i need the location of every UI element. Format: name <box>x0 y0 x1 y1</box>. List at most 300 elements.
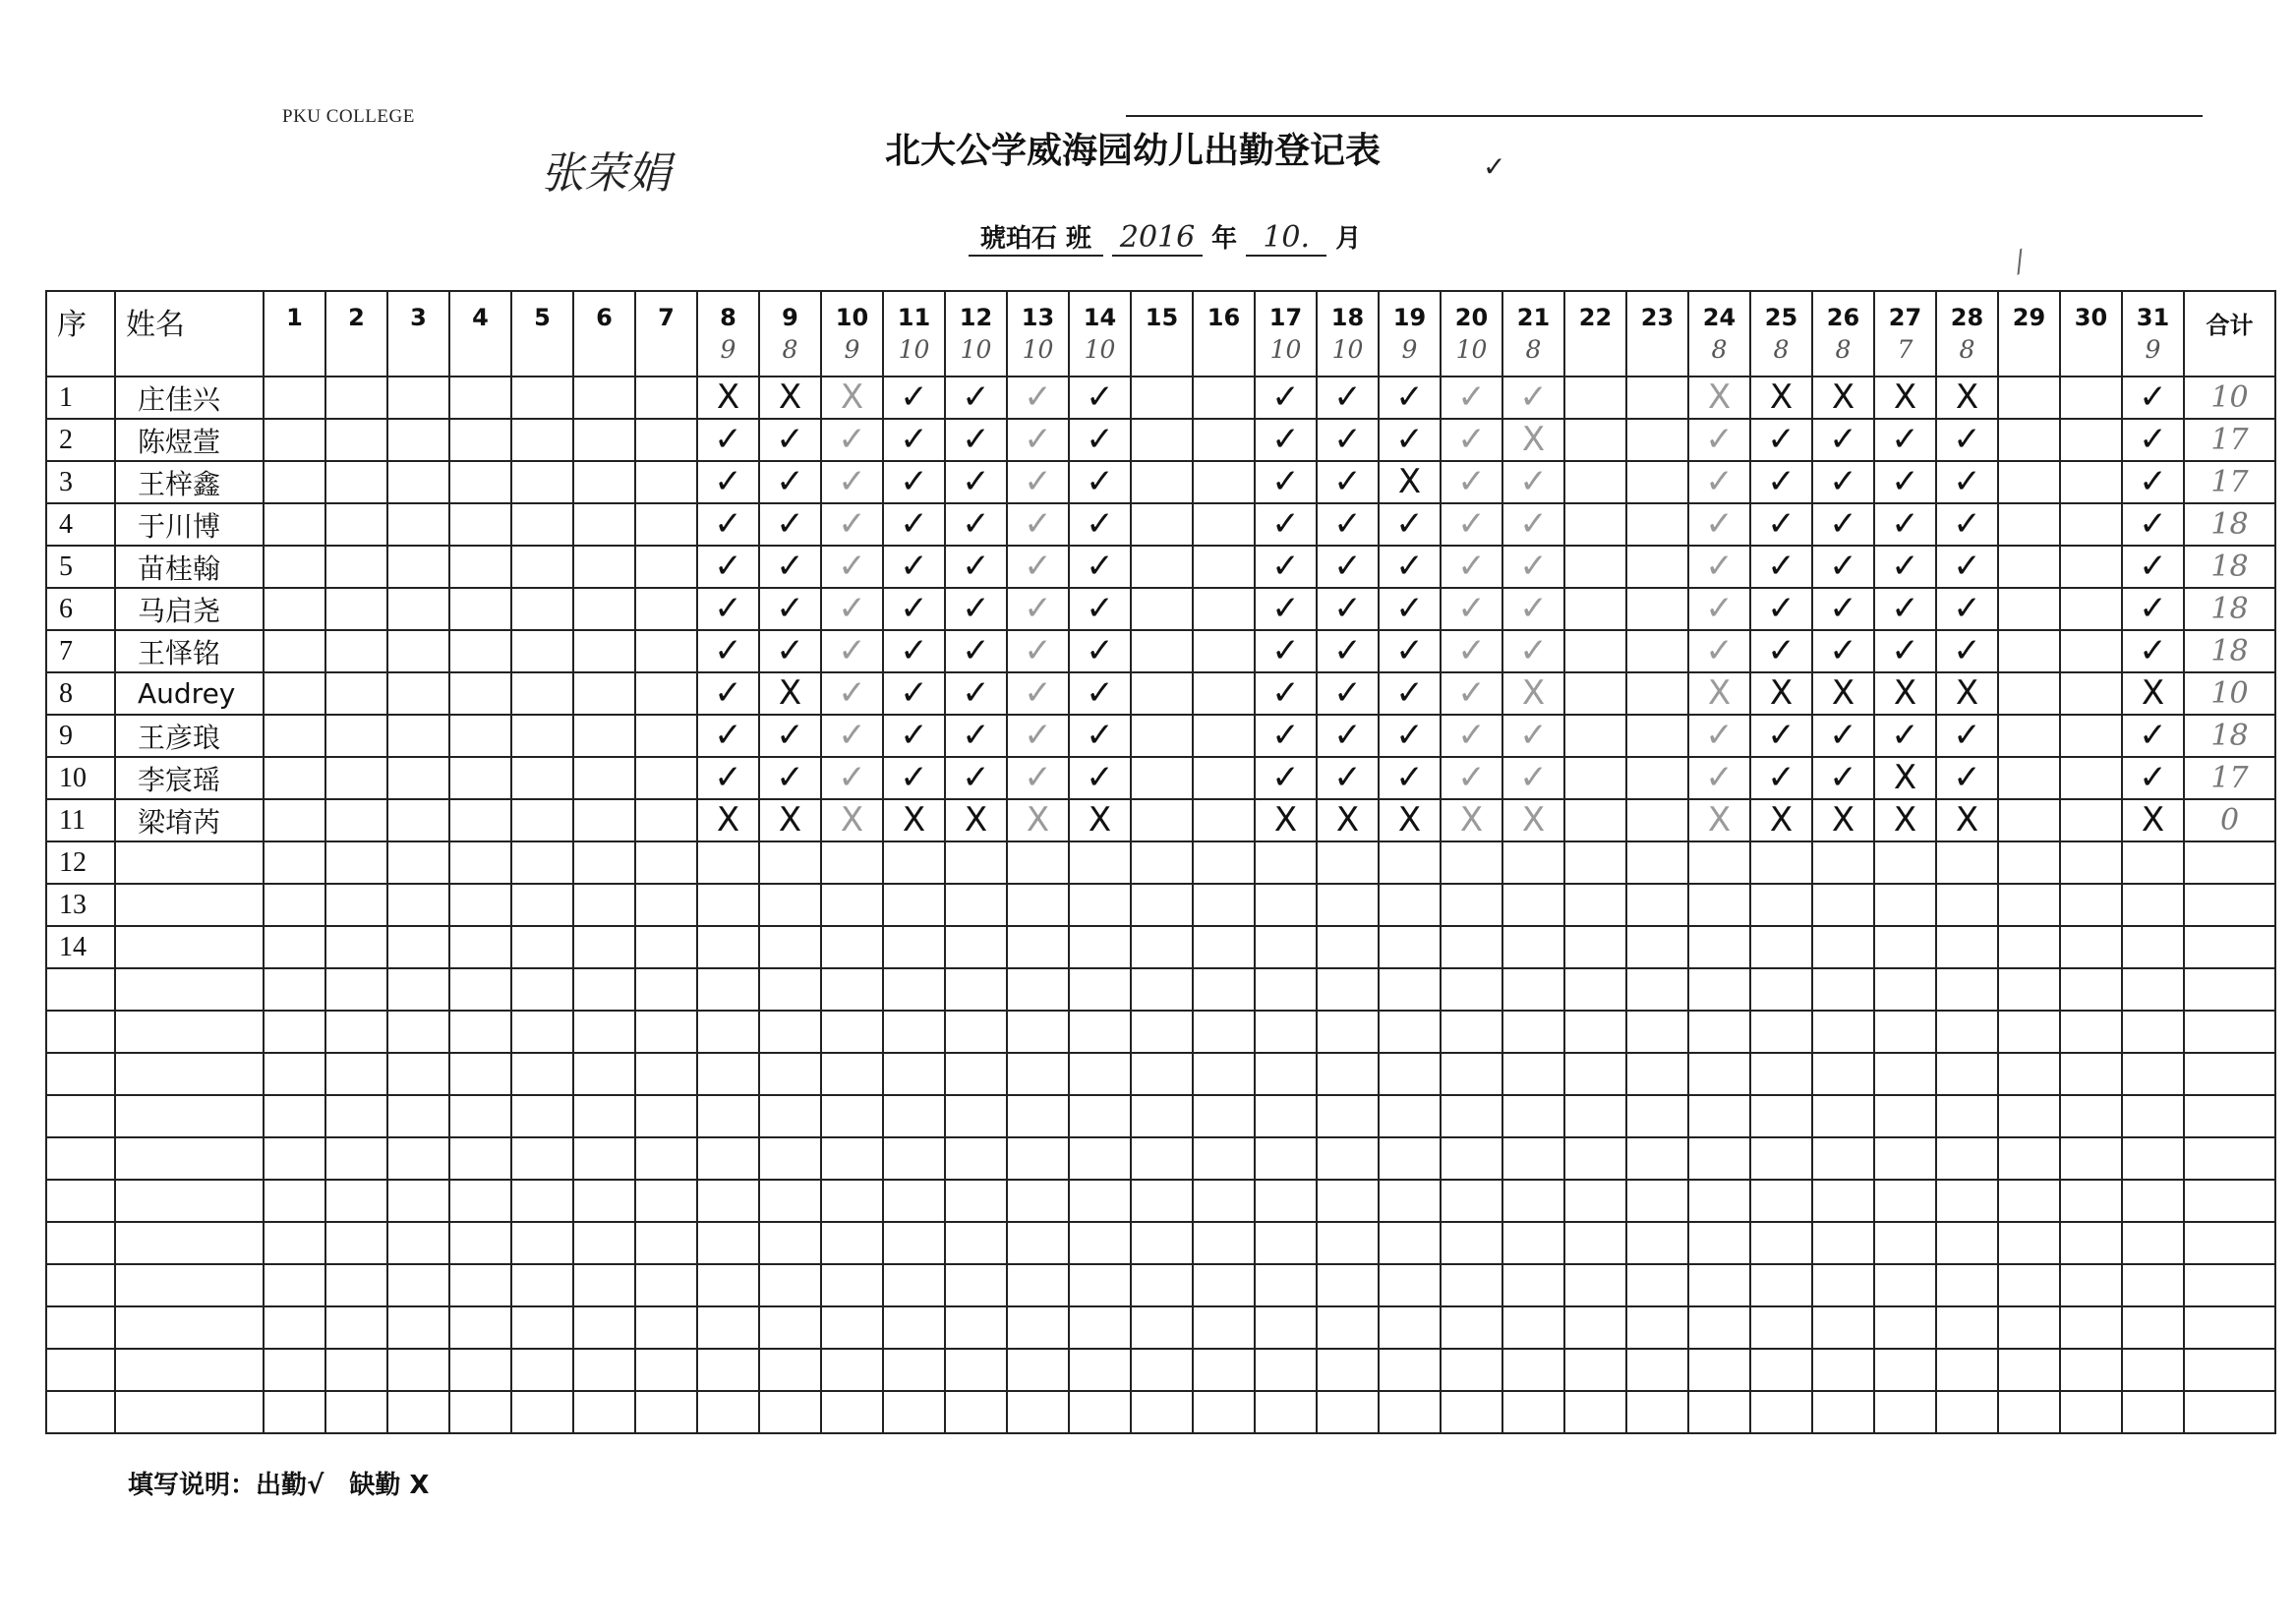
name-cell <box>115 1222 264 1264</box>
attendance-cell <box>1317 461 1379 503</box>
present-mark: ✓ <box>1271 673 1300 713</box>
attendance-cell <box>1626 715 1688 757</box>
table-row <box>46 377 2275 419</box>
day-number: 28 <box>1950 304 1984 331</box>
attendance-cell <box>697 1180 759 1222</box>
attendance-cell <box>1998 757 2060 799</box>
name-cell <box>115 1349 264 1391</box>
present-mark: ✓ <box>1333 673 1362 713</box>
attendance-cell <box>1069 1391 1131 1433</box>
attendance-cell <box>1007 1306 1069 1349</box>
present-mark: ✓ <box>900 462 928 501</box>
row-total: 18 <box>2210 634 2249 668</box>
day-header-cell <box>1688 291 1750 377</box>
attendance-cell <box>1564 926 1626 968</box>
attendance-cell <box>325 926 387 968</box>
attendance-cell <box>1069 503 1131 546</box>
attendance-cell <box>1812 1011 1874 1053</box>
day-number: 1 <box>286 304 303 331</box>
attendance-cell <box>1750 1053 1812 1095</box>
attendance-cell <box>945 1053 1007 1095</box>
attendance-cell <box>511 1349 573 1391</box>
attendance-cell <box>945 377 1007 419</box>
present-mark: ✓ <box>2139 377 2167 417</box>
attendance-cell <box>511 1053 573 1095</box>
present-mark: ✓ <box>1086 377 1114 417</box>
attendance-cell <box>1626 1306 1688 1349</box>
attendance-cell <box>1812 546 1874 588</box>
absent-mark: X <box>1459 800 1484 840</box>
attendance-cell <box>1936 588 1998 630</box>
attendance-cell <box>264 588 325 630</box>
present-mark: ✓ <box>1891 716 1919 755</box>
present-mark: ✓ <box>776 462 804 501</box>
present-mark: ✓ <box>714 547 742 586</box>
attendance-cell <box>945 1222 1007 1264</box>
day-number: 13 <box>1021 304 1055 331</box>
row-total: 17 <box>2210 761 2249 795</box>
attendance-cell <box>2122 968 2184 1011</box>
absent-mark: X <box>902 800 926 840</box>
attendance-cell <box>2122 461 2184 503</box>
attendance-cell <box>387 1222 449 1264</box>
attendance-cell <box>1007 968 1069 1011</box>
attendance-cell <box>1998 1222 2060 1264</box>
table-row <box>46 419 2275 461</box>
attendance-cell <box>1502 1391 1564 1433</box>
attendance-cell <box>945 1011 1007 1053</box>
present-mark: ✓ <box>776 631 804 670</box>
absent-mark: X <box>1893 673 1917 713</box>
attendance-cell <box>945 461 1007 503</box>
attendance-cell <box>264 757 325 799</box>
child-name: 陈煜萱 <box>138 425 221 458</box>
attendance-cell <box>1255 630 1317 672</box>
absent-mark: X <box>1955 377 1979 417</box>
attendance-cell <box>2060 1180 2122 1222</box>
attendance-cell <box>1007 1180 1069 1222</box>
attendance-cell <box>697 841 759 884</box>
row-seq: 13 <box>59 889 87 920</box>
present-mark: ✓ <box>1767 420 1796 459</box>
present-mark: ✓ <box>1829 462 1857 501</box>
attendance-cell <box>697 419 759 461</box>
attendance-cell <box>1936 461 1998 503</box>
attendance-cell <box>1626 1391 1688 1433</box>
attendance-cell <box>821 672 883 715</box>
day-header-cell <box>573 291 635 377</box>
total-cell <box>2184 1137 2275 1180</box>
row-seq: 14 <box>59 931 87 962</box>
present-mark: ✓ <box>1705 462 1734 501</box>
attendance-cell <box>449 1095 511 1137</box>
present-mark: ✓ <box>1519 504 1548 544</box>
attendance-cell <box>2122 588 2184 630</box>
present-mark: ✓ <box>1891 504 1919 544</box>
row-seq: 6 <box>59 593 73 624</box>
attendance-cell <box>821 1180 883 1222</box>
day-number: 7 <box>658 304 675 331</box>
present-mark: ✓ <box>1024 377 1052 417</box>
attendance-cell <box>1874 1011 1936 1053</box>
attendance-cell <box>1626 1349 1688 1391</box>
attendance-cell <box>635 884 697 926</box>
attendance-cell <box>1936 1306 1998 1349</box>
attendance-cell <box>1812 588 1874 630</box>
attendance-cell <box>635 1391 697 1433</box>
name-cell <box>115 926 264 968</box>
attendance-cell <box>449 377 511 419</box>
child-name: 梁堉芮 <box>138 805 221 839</box>
absent-mark: X <box>1893 377 1917 417</box>
attendance-cell <box>1750 461 1812 503</box>
attendance-cell <box>1998 419 2060 461</box>
present-mark: ✓ <box>962 420 990 459</box>
attendance-cell <box>1750 1095 1812 1137</box>
attendance-cell <box>883 461 945 503</box>
attendance-cell <box>325 503 387 546</box>
attendance-cell <box>387 968 449 1011</box>
attendance-cell <box>1379 715 1441 757</box>
attendance-cell <box>1441 715 1502 757</box>
attendance-cell <box>2060 1391 2122 1433</box>
present-mark: ✓ <box>714 462 742 501</box>
absent-mark: X <box>1521 800 1546 840</box>
attendance-cell <box>1626 1137 1688 1180</box>
attendance-cell <box>1193 1349 1255 1391</box>
attendance-cell <box>387 1011 449 1053</box>
attendance-cell <box>2060 461 2122 503</box>
attendance-cell <box>697 1349 759 1391</box>
attendance-cell <box>1255 419 1317 461</box>
attendance-cell <box>2060 968 2122 1011</box>
present-mark: ✓ <box>1024 547 1052 586</box>
attendance-cell <box>1069 1180 1131 1222</box>
present-mark: ✓ <box>1457 589 1486 628</box>
name-cell <box>115 419 264 461</box>
attendance-cell <box>1998 1137 2060 1180</box>
attendance-cell <box>1317 926 1379 968</box>
attendance-cell <box>1379 799 1441 841</box>
present-mark: ✓ <box>2139 504 2167 544</box>
attendance-cell <box>1936 884 1998 926</box>
attendance-cell <box>325 672 387 715</box>
attendance-cell <box>1564 757 1626 799</box>
attendance-cell <box>1069 461 1131 503</box>
attendance-cell <box>883 630 945 672</box>
attendance-cell <box>573 1137 635 1180</box>
day-header-cell <box>1626 291 1688 377</box>
attendance-cell <box>511 672 573 715</box>
present-mark: ✓ <box>1705 504 1734 544</box>
present-mark: ✓ <box>1705 547 1734 586</box>
attendance-cell <box>325 968 387 1011</box>
present-mark: ✓ <box>1024 589 1052 628</box>
attendance-cell <box>1255 461 1317 503</box>
attendance-cell <box>1069 1349 1131 1391</box>
attendance-cell <box>1998 503 2060 546</box>
total-cell <box>2184 799 2275 841</box>
total-cell <box>2184 503 2275 546</box>
attendance-cell <box>325 630 387 672</box>
present-mark: ✓ <box>1271 758 1300 797</box>
seq-cell <box>46 884 115 926</box>
attendance-cell <box>1317 503 1379 546</box>
attendance-cell <box>697 799 759 841</box>
present-mark: ✓ <box>900 589 928 628</box>
day-attendance-count: 8 <box>1773 335 1790 364</box>
attendance-cell <box>511 968 573 1011</box>
total-cell <box>2184 841 2275 884</box>
present-mark: ✓ <box>776 420 804 459</box>
attendance-cell <box>1193 503 1255 546</box>
attendance-cell <box>1193 630 1255 672</box>
attendance-cell <box>1750 419 1812 461</box>
attendance-cell <box>1193 672 1255 715</box>
attendance-cell <box>1502 1264 1564 1306</box>
attendance-cell <box>1750 672 1812 715</box>
attendance-cell <box>2122 546 2184 588</box>
attendance-cell <box>1564 672 1626 715</box>
present-mark: ✓ <box>1891 631 1919 670</box>
day-header-cell <box>1255 291 1317 377</box>
attendance-cell <box>1069 884 1131 926</box>
attendance-cell <box>511 757 573 799</box>
seq-cell <box>46 1349 115 1391</box>
attendance-cell <box>697 672 759 715</box>
attendance-cell <box>1007 1011 1069 1053</box>
attendance-table <box>45 290 2276 1434</box>
attendance-cell <box>264 377 325 419</box>
present-mark: ✓ <box>2139 462 2167 501</box>
attendance-cell <box>1069 1306 1131 1349</box>
day-header-cell <box>635 291 697 377</box>
attendance-cell <box>1379 377 1441 419</box>
child-name: 李宸瑶 <box>138 763 221 796</box>
attendance-cell <box>387 799 449 841</box>
attendance-cell <box>264 1306 325 1349</box>
attendance-cell <box>697 1391 759 1433</box>
attendance-cell <box>2122 884 2184 926</box>
present-mark: ✓ <box>838 589 866 628</box>
attendance-cell <box>2122 715 2184 757</box>
attendance-cell <box>1007 757 1069 799</box>
attendance-cell <box>1936 1011 1998 1053</box>
attendance-cell <box>1131 1306 1193 1349</box>
attendance-cell <box>573 799 635 841</box>
attendance-cell <box>883 419 945 461</box>
attendance-cell <box>1069 841 1131 884</box>
attendance-cell <box>1069 1053 1131 1095</box>
top-rule <box>1126 115 2203 117</box>
seq-cell <box>46 546 115 588</box>
attendance-cell <box>697 968 759 1011</box>
attendance-cell <box>697 926 759 968</box>
attendance-cell <box>449 1180 511 1222</box>
present-mark: ✓ <box>1395 504 1424 544</box>
attendance-cell <box>1688 1180 1750 1222</box>
attendance-cell <box>1750 1391 1812 1433</box>
attendance-cell <box>1688 841 1750 884</box>
attendance-cell <box>1255 1180 1317 1222</box>
attendance-cell <box>1750 503 1812 546</box>
day-number: 9 <box>782 304 798 331</box>
table-row <box>46 1264 2275 1306</box>
attendance-cell <box>325 1095 387 1137</box>
attendance-cell <box>449 546 511 588</box>
attendance-cell <box>697 715 759 757</box>
present-mark: ✓ <box>1519 716 1548 755</box>
attendance-cell <box>1626 672 1688 715</box>
attendance-cell <box>759 588 821 630</box>
present-mark: ✓ <box>714 631 742 670</box>
attendance-cell <box>1502 1180 1564 1222</box>
row-seq: 9 <box>59 720 73 751</box>
attendance-cell <box>1812 884 1874 926</box>
attendance-cell <box>1255 799 1317 841</box>
attendance-cell <box>1874 588 1936 630</box>
attendance-cell <box>1317 419 1379 461</box>
page-title: 北大公学威海园幼儿出勤登记表 <box>885 131 1382 171</box>
present-mark: ✓ <box>1271 462 1300 501</box>
attendance-cell <box>883 841 945 884</box>
total-cell <box>2184 757 2275 799</box>
attendance-cell <box>1998 1011 2060 1053</box>
attendance-cell <box>635 841 697 884</box>
attendance-cell <box>1626 503 1688 546</box>
child-name: 于川博 <box>138 509 221 543</box>
attendance-cell <box>1812 799 1874 841</box>
attendance-cell <box>2122 1306 2184 1349</box>
attendance-cell <box>573 1011 635 1053</box>
attendance-cell <box>325 1391 387 1433</box>
attendance-cell <box>1007 1222 1069 1264</box>
attendance-cell <box>883 1391 945 1433</box>
attendance-cell <box>1564 1137 1626 1180</box>
table-row <box>46 1349 2275 1391</box>
present-mark: ✓ <box>714 673 742 713</box>
attendance-cell <box>1812 630 1874 672</box>
name-cell <box>115 1137 264 1180</box>
attendance-cell <box>1750 1264 1812 1306</box>
attendance-cell <box>1441 926 1502 968</box>
attendance-cell <box>2122 503 2184 546</box>
total-cell <box>2184 419 2275 461</box>
absent-mark: X <box>778 377 802 417</box>
attendance-cell <box>635 968 697 1011</box>
attendance-cell <box>2122 1095 2184 1137</box>
attendance-cell <box>573 1053 635 1095</box>
attendance-cell <box>449 1391 511 1433</box>
attendance-cell <box>511 1222 573 1264</box>
attendance-cell <box>883 546 945 588</box>
attendance-cell <box>511 1391 573 1433</box>
day-header-cell <box>1936 291 1998 377</box>
table-row <box>46 672 2275 715</box>
attendance-cell <box>1564 1053 1626 1095</box>
attendance-cell <box>1379 672 1441 715</box>
attendance-cell <box>1812 1180 1874 1222</box>
attendance-cell <box>1441 1264 1502 1306</box>
present-mark: ✓ <box>1024 504 1052 544</box>
brand-logo-text: PKU COLLEGE <box>282 106 415 127</box>
table-row <box>46 1011 2275 1053</box>
class-name: 琥珀石 班 <box>969 218 1103 257</box>
month-label: 月 <box>1335 224 1362 254</box>
attendance-cell <box>1750 1222 1812 1264</box>
attendance-cell <box>325 841 387 884</box>
attendance-cell <box>387 630 449 672</box>
attendance-cell <box>1193 968 1255 1011</box>
present-mark: ✓ <box>1829 504 1857 544</box>
attendance-cell <box>573 884 635 926</box>
day-header-cell <box>1502 291 1564 377</box>
attendance-cell <box>449 1137 511 1180</box>
attendance-cell <box>1936 1264 1998 1306</box>
table-row <box>46 503 2275 546</box>
attendance-cell <box>449 672 511 715</box>
present-mark: ✓ <box>1333 716 1362 755</box>
attendance-cell <box>511 546 573 588</box>
attendance-cell <box>821 503 883 546</box>
attendance-cell <box>387 841 449 884</box>
attendance-cell <box>1936 799 1998 841</box>
attendance-cell <box>1131 1011 1193 1053</box>
attendance-cell <box>1379 1349 1441 1391</box>
attendance-cell <box>1750 926 1812 968</box>
present-mark: ✓ <box>776 547 804 586</box>
present-mark: ✓ <box>1767 462 1796 501</box>
attendance-cell <box>1441 1349 1502 1391</box>
day-number: 2 <box>348 304 365 331</box>
attendance-cell <box>573 1180 635 1222</box>
attendance-cell <box>945 1095 1007 1137</box>
present-mark: ✓ <box>1086 673 1114 713</box>
attendance-cell <box>449 1222 511 1264</box>
day-number: 4 <box>472 304 489 331</box>
day-header-cell <box>697 291 759 377</box>
day-attendance-count: 8 <box>1525 335 1542 364</box>
row-seq: 7 <box>59 635 73 667</box>
attendance-cell <box>1564 799 1626 841</box>
attendance-cell <box>1564 968 1626 1011</box>
attendance-cell <box>511 503 573 546</box>
attendance-cell <box>635 419 697 461</box>
attendance-cell <box>1379 503 1441 546</box>
attendance-cell <box>883 377 945 419</box>
attendance-cell <box>2060 757 2122 799</box>
attendance-cell <box>1874 1222 1936 1264</box>
attendance-cell <box>449 1264 511 1306</box>
day-header-cell <box>821 291 883 377</box>
attendance-cell <box>264 1264 325 1306</box>
present-mark: ✓ <box>1024 716 1052 755</box>
attendance-cell <box>1069 799 1131 841</box>
attendance-cell <box>573 630 635 672</box>
present-mark: ✓ <box>2139 420 2167 459</box>
attendance-cell <box>1131 1053 1193 1095</box>
attendance-cell <box>1750 1137 1812 1180</box>
attendance-cell <box>945 1264 1007 1306</box>
attendance-cell <box>697 588 759 630</box>
attendance-cell <box>697 1095 759 1137</box>
present-mark: ✓ <box>900 420 928 459</box>
attendance-cell <box>883 503 945 546</box>
attendance-cell <box>883 1137 945 1180</box>
attendance-cell <box>1317 630 1379 672</box>
name-cell <box>115 1180 264 1222</box>
present-mark: ✓ <box>1767 631 1796 670</box>
